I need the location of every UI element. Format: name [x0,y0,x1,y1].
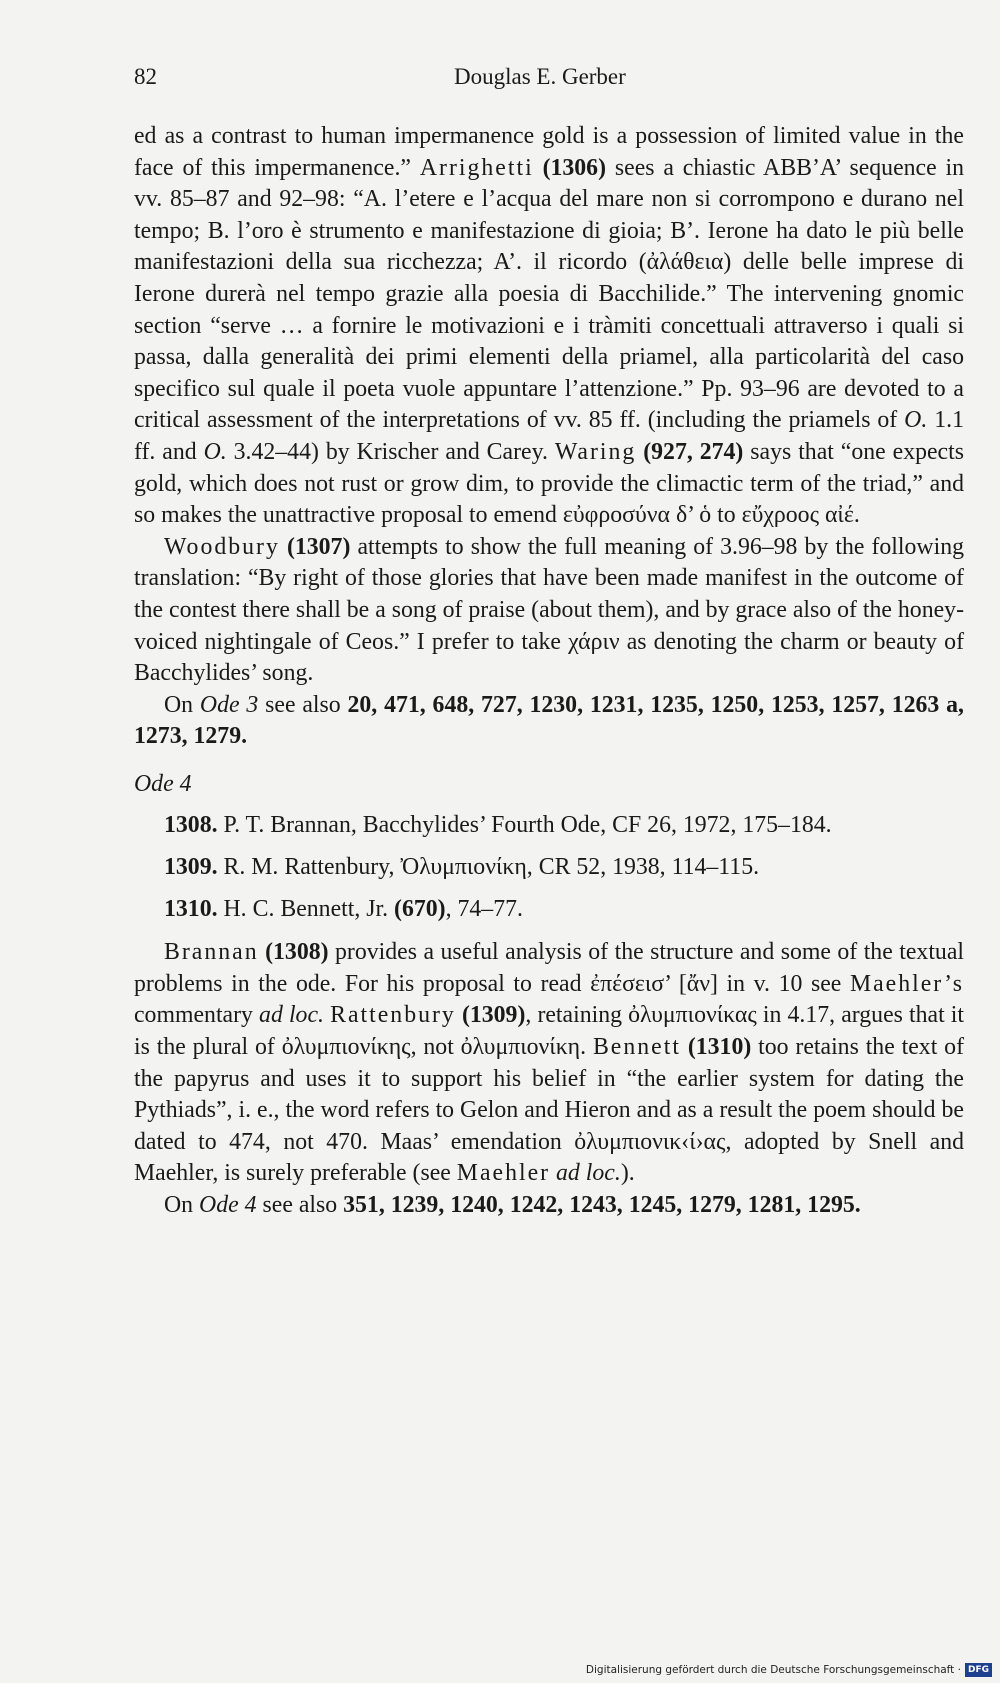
text: sees a chiastic ABB’A’ sequence in vv. 85–87 and 92–98: “A. l’etere e l’acqua del mare non si corrompono e durano nel tempo; B. l’oro è strumento e manifestazione di gioia; B’. Ierone ha dato le più belle manifestazioni della sua ricchezza; A’. il ricordo (ἀλάθεια) delle belle imprese di Ierone durerà nel tempo grazie alla poesia di Bacchilide.” The intervening gnomic section “serve … a fornire le motivazioni e i tràmiti concettuali attraverso i quali si passa, dalla generalità dei primi elementi della priamel, alla particolarità del caso specifico sul quale il poeta vuole appuntare l’attenzione.” Pp. 93–96 are devoted to a critical assessment of the interpretations of vv. 85 ff. (including the priamels of [134,154,965,434]
abbreviation: O. [904,407,928,434]
section-heading: Ode 4 [134,770,192,797]
abbreviation: O. [203,438,227,465]
text: too retains the text of the papyrus and uses it to support his belief in “the earlier system for dating the Pythiads”, i. e., the word refers to Gelon and Hieron and as a result the poem should be dated to 474, not 470. Maas’ emendation ὀλυμπιονικ‹ί›ας, adopted by Snell and Maehler, is surely preferable (see [134,1034,964,1187]
text: On [164,1192,200,1218]
reference-list: 351, 1239, 1240, 1242, 1243, 1245, 1279, 1281, 1295 [343,1192,855,1218]
entry-number: 1308. [164,812,218,839]
author-name: Waring [554,438,637,465]
entry-text: R. M. Rattenbury, Ὀλυμπιονίκη, CR 52, 1938, 114–115. [217,854,760,881]
ode-title: Ode 3 [199,691,259,718]
paragraph-see-also-ode3 [134,690,964,753]
ode-title: Ode 4 [199,1192,257,1218]
reference-number: (1306) [542,154,607,181]
text: ed as a contrast to human impermanence gold is a possession of limited value in the face of this impermanence.” [134,123,964,181]
reference-number: (670) [394,895,446,922]
digitization-footer [586,1663,992,1677]
paragraph-arrighetti [134,121,964,532]
reference-number: (1309) [461,1002,526,1029]
entry-number: 1310. [164,895,218,922]
bibliography-entry-1309 [134,852,964,884]
paragraph-see-also-ode4 [134,1190,964,1222]
text: provides a useful analysis of the structure and some of the textual problems in the ode. For his proposal to read ἐπέσεισ’ [ἄν] in v. 10 see [134,939,964,997]
funding-notice: Digitalisierung gefördert durch die Deutsche Forschungsgemeinschaft · [585,1664,961,1676]
entry-text: P. T. Brannan, Bacchylides’ Fourth Ode, CF 26, 1972, 175–184. [217,812,832,839]
latin-phrase: ad loc. [259,1002,324,1029]
text: On [164,691,200,718]
page-number: 82 [134,64,157,89]
author-name: Maehler [456,1160,551,1187]
running-head: Douglas E. Gerber [454,64,626,89]
entry-text: , 74–77. [445,895,523,922]
author-name: Brannan [164,939,259,966]
text: says that “one expects gold, which does not rust or grow dim, to provide the climactic term of the triad,” and so makes the unattractive proposal to emend εὐφροσύνα δ’ ὁ to εὔχροος αἰέ. [134,438,964,529]
reference-number: (1308) [265,939,329,966]
latin-phrase: ad loc. [556,1160,621,1187]
text: 3.42–44) by Krischer and Carey. [226,438,555,465]
reference-number: (1310) [687,1034,752,1061]
body-text [134,121,964,1222]
text: , retaining ὀλυμπιονίκας in 4.17, argues that it is the plural of ὀλυμπιονίκης, not ὀλυμπιονίκη. [134,1002,965,1061]
dfg-logo: DFG [965,1663,992,1677]
author-name: Rattenbury [330,1002,456,1029]
paragraph-woodbury [134,532,964,690]
page-header [134,64,964,94]
author-name: Woodbury [164,533,280,560]
text: attempts to show the full meaning of 3.96–98 by the following translation: “By right of those glories that have been made manifest in the outcome of the contest there shall be a song of praise (about them), and by grace also of the honey-voiced nightingale of Ceos.” I prefer to take χάριν as denoting the charm or beauty of Bacchylides’ song. [134,533,965,687]
entry-text: H. C. Bennett, Jr. [217,895,395,922]
text: see also [256,1192,344,1218]
text: 1.1 ff. and [134,407,964,465]
paragraph-brannan [134,937,964,1190]
text: commentary [134,1002,260,1029]
text: see also [258,691,348,718]
reference-number: (1307) [286,533,351,560]
author-name: Arrighetti [419,154,534,181]
bibliography-entry-1310 [134,894,964,926]
text: ). [620,1160,635,1187]
reference-number: (927, 274) [643,438,744,465]
author-name: Maehler’s [849,970,964,997]
entry-number: 1309. [164,854,218,881]
text: . [854,1192,861,1218]
text: . [241,723,248,750]
bibliography-entry-1308 [134,810,964,842]
author-name: Bennett [592,1034,681,1061]
reference-list: 20, 471, 648, 727, 1230, 1231, 1235, 1250, 1253, 1257, 1263 a, 1273, 1279 [134,691,964,750]
